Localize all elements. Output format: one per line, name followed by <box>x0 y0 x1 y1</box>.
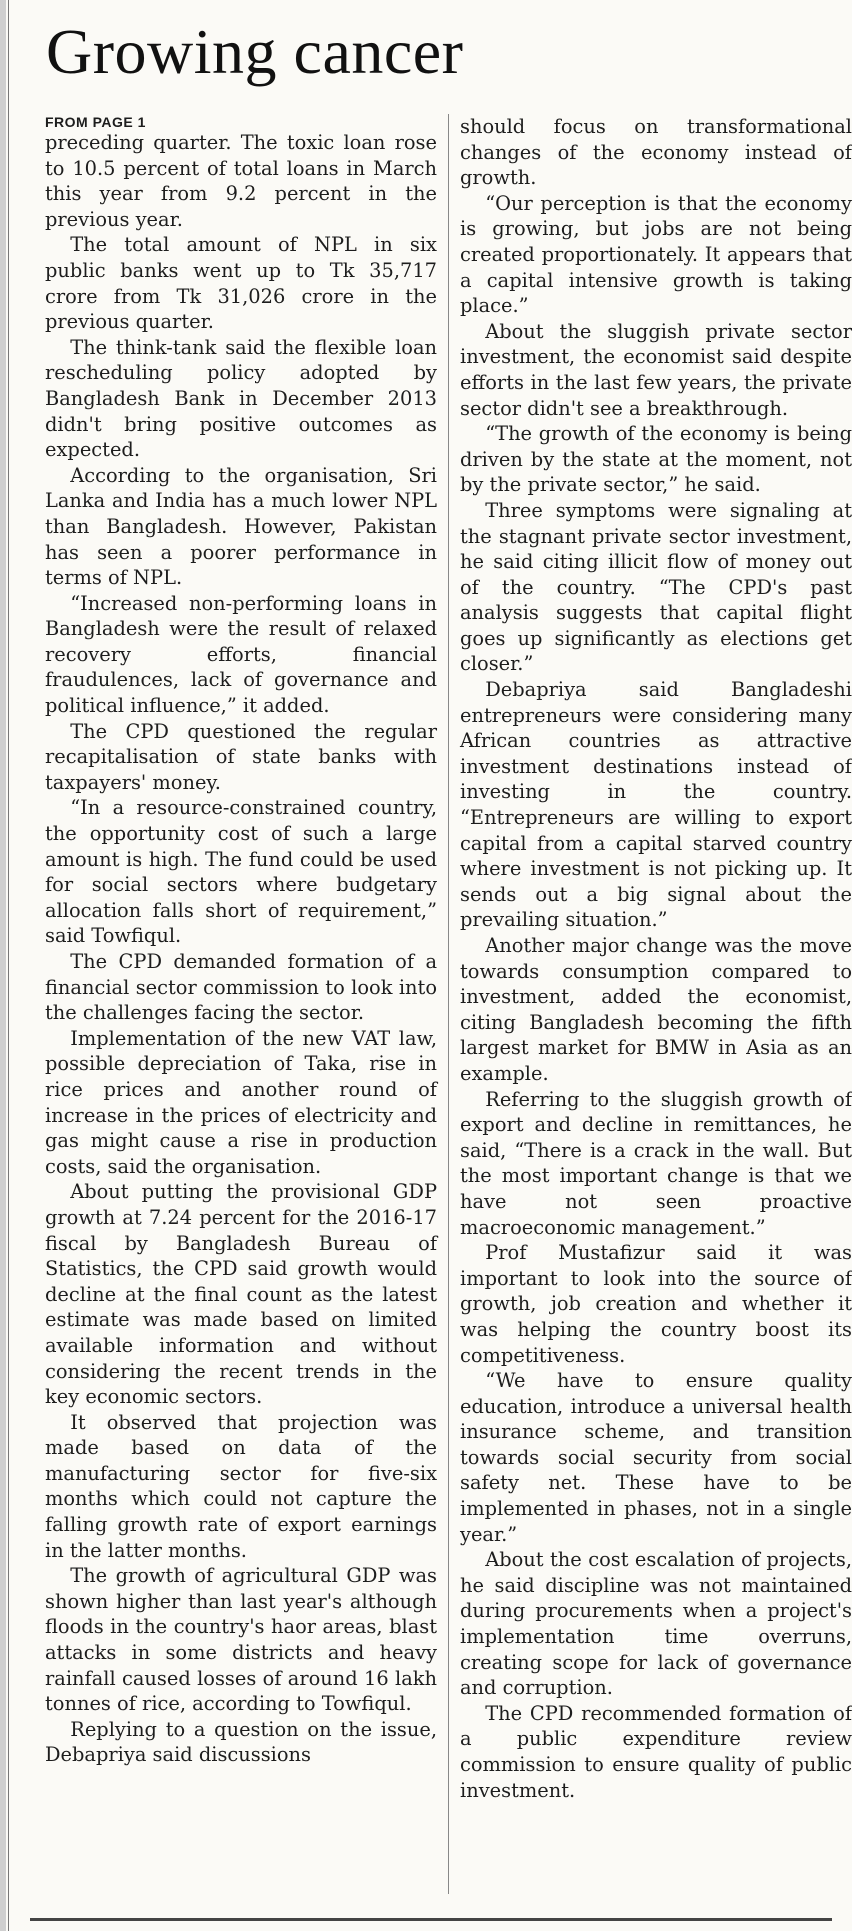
paragraph: The total amount of NPL in six public banks went up to Tk 35,717 crore from Tk 31,026 crore in the previous quarter. <box>45 233 437 334</box>
paragraph: “Increased non-performing loans in Bangladesh were the result of relaxed recovery efforts, financial fraudulences, lack of governance and political influence,” it added. <box>45 591 437 718</box>
paragraph: Three symptoms were signaling at the stagnant private sector investment, he said citing illicit flow of money out of the country. “The CPD's past analysis suggests that capital flight goes up significantly as elections get closer.” <box>460 498 852 676</box>
paragraph: Replying to a question on the issue, Debapriya said discussions <box>45 1717 437 1767</box>
paragraph: “In a resource-constrained country, the opportunity cost of such a large amount is high. The fund could be used for social sectors where budgetary allocation falls short of requirement,” said Towfiqul. <box>45 796 437 948</box>
left-margin-rule <box>0 0 6 1931</box>
paragraph: Prof Mustafizur said it was important to look into the source of growth, job creation and whether it was helping the country boost its competitiveness. <box>460 1241 852 1367</box>
paragraph: About the cost escalation of projects, he said discipline was not maintained during procurements when a project's implementation time overruns, creating scope for lack of governance and corruption. <box>460 1548 852 1700</box>
paragraph: should focus on transformational changes of the economy instead of growth. <box>460 115 852 190</box>
paragraph: According to the organisation, Sri Lanka and India has a much lower NPL than Bangladesh. However, Pakistan has seen a poorer performance in terms of NPL. <box>45 463 437 590</box>
paragraph: Another major change was the move towards consumption compared to investment, added the economist, citing Bangladesh becoming the fifth largest market for BMW in Asia as an example. <box>460 934 852 1085</box>
paragraph: The think-tank said the flexible loan rescheduling policy adopted by Bangladesh Bank in December 2013 didn't bring positive outcomes as expected. <box>45 335 437 462</box>
paragraph: About the sluggish private sector investment, the economist said despite efforts in the last few years, the private sector didn't see a breakthrough. <box>460 319 852 420</box>
jump-label: FROM PAGE 1 <box>45 114 146 130</box>
paragraph: Referring to the sluggish growth of export and decline in remittances, he said, “There is a crack in the wall. But the most important change is that we have not seen proactive macroeconomic management.” <box>460 1087 852 1239</box>
paragraph: “The growth of the economy is being driven by the state at the moment, not by the private sector,” he said. <box>460 422 852 497</box>
headline: Growing cancer <box>46 16 464 87</box>
paragraph: The growth of agricultural GDP was shown higher than last year's although floods in the country's haor areas, blast attacks in some districts and heavy rainfall caused losses of around 16 lakh tonnes of rice, according to Towfiqul. <box>45 1564 437 1716</box>
paragraph: The CPD questioned the regular recapitalisation of state banks with taxpayers' money. <box>45 719 437 794</box>
left-margin-line <box>8 0 9 1931</box>
article-column-right <box>460 114 852 1803</box>
paragraph: preceding quarter. The toxic loan rose to 10.5 percent of total loans in March this year from 9.2 percent in the previous year. <box>45 131 437 231</box>
paragraph: Debapriya said Bangladeshi entrepreneurs were considering many African countries as attractive investment destinations instead of investing in the country. “Entrepreneurs are willing to export capital from a capital starved country where investment is not picking up. It sends out a big signal about the prevailing situation.” <box>460 678 852 932</box>
paragraph: About putting the provisional GDP growth at 7.24 percent for the 2016-17 fiscal by Bangladesh Bureau of Statistics, the CPD said growth would decline at the final count as the latest estimate was made based on limited available information and without considering the recent trends in the key economic sectors. <box>45 1180 437 1409</box>
paragraph: “We have to ensure quality education, introduce a universal health insurance scheme, and transition towards social security from social safety net. These have to be implemented in phases, not in a single year.” <box>460 1369 852 1546</box>
paragraph: The CPD recommended formation of a public expenditure review commission to ensure quality of public investment. <box>460 1701 852 1802</box>
article-column-left <box>45 114 437 1768</box>
bottom-rule <box>30 1918 832 1921</box>
paragraph: Implementation of the new VAT law, possible depreciation of Taka, rise in rice prices and another round of increase in the prices of electricity and gas might cause a rise in production costs, said the organisation. <box>45 1026 437 1178</box>
column-divider <box>448 114 449 1894</box>
paragraph: The CPD demanded formation of a financial sector commission to look into the challenges facing the sector. <box>45 950 437 1025</box>
paragraph: “Our perception is that the economy is growing, but jobs are not being created proportionately. It appears that a capital intensive growth is taking place.” <box>460 191 852 318</box>
paragraph: It observed that projection was made based on data of the manufacturing sector for five-six months which could not capture the falling growth rate of export earnings in the latter months. <box>45 1410 437 1562</box>
